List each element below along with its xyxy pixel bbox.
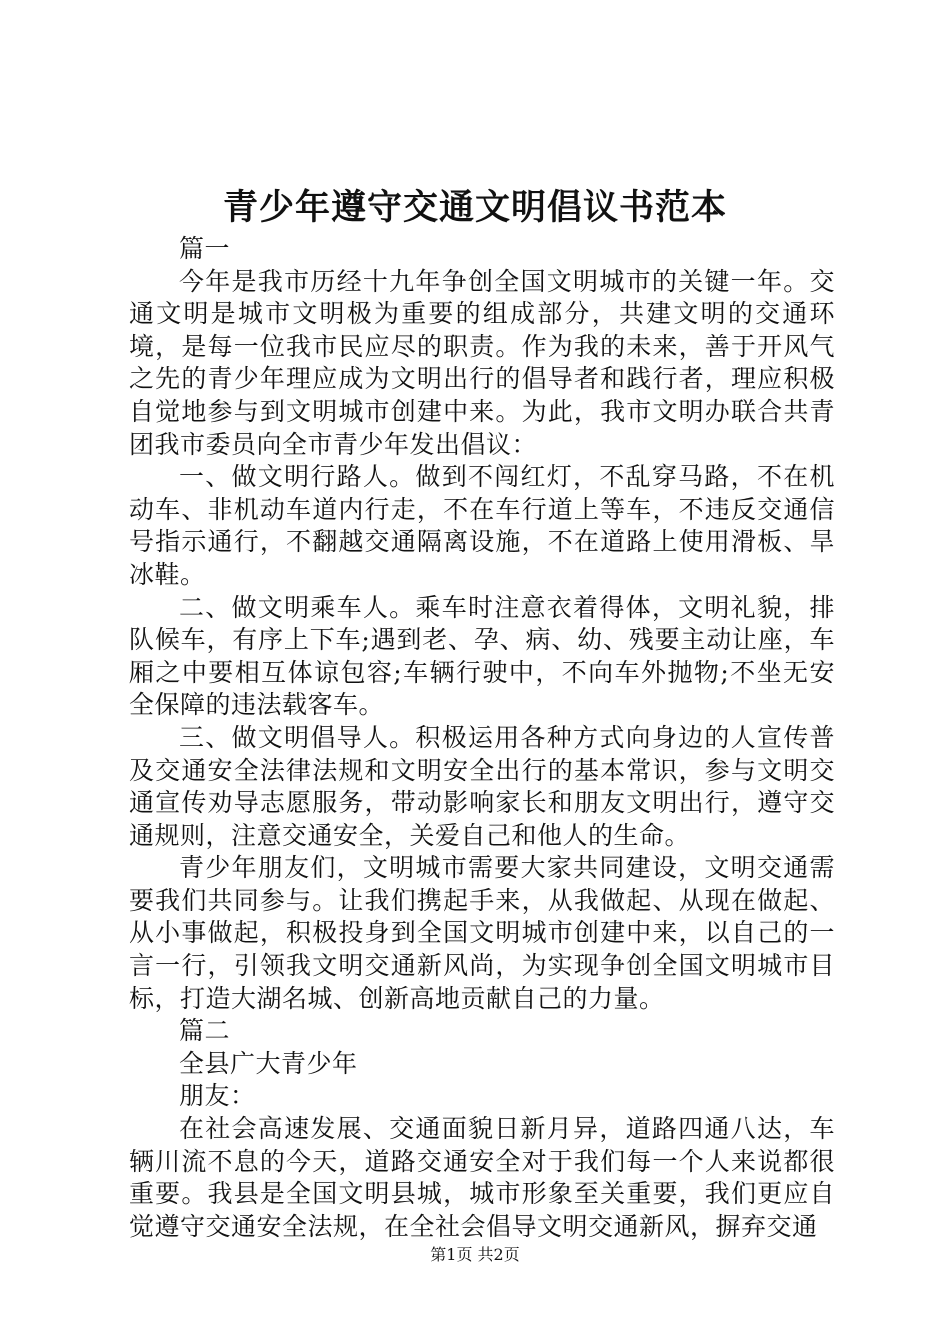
paragraph-intro: 今年是我市历经十九年争创全国文明城市的关键一年。交通文明是城市文明极为重要的组成部分，共建文明的交通环境，是每一位我市民应尽的职责。作为我的未来，善于开风气之先的青少年理应成为文明出行的倡导者和践行者，理应积极自觉地参与到文明城市创建中来。为此，我市文明办联合共青团我市委员向全市青少年发出倡议： bbox=[129, 266, 835, 459]
salutation-line-1: 全县广大青少年 bbox=[179, 1048, 358, 1078]
paragraph-closing: 青少年朋友们，文明城市需要大家共同建设，文明交通需要我们共同参与。让我们携起手来，从我做起、从现在做起、从小事做起，积极投身到全国文明城市创建中来，以自己的一言一行，引领我文明交通新风尚，为实现争创全国文明城市目标，打造大湖名城、创新高地贡献自己的力量。 bbox=[129, 853, 835, 1013]
paragraph-item-3: 三、做文明倡导人。积极运用各种方式向身边的人宣传普及交通安全法律法规和文明安全出行的基本常识，参与文明交通宣传劝导志愿服务，带动影响家长和朋友文明出行，遵守交通规则，注意交通安全，关爱自己和他人的生命。 bbox=[129, 722, 835, 850]
salutation-line-2: 朋友： bbox=[179, 1081, 256, 1111]
section-heading-1: 篇一 bbox=[179, 234, 231, 263]
page-footer: 第1页 共2页 bbox=[430, 1245, 520, 1264]
paragraph-section-2: 在社会高速发展、交通面貌日新月异，道路四通八达，车辆川流不息的今天，道路交通安全对于我们每一个人来说都很重要。我县是全国文明县城，城市形象至关重要，我们更应自觉遵守交通安全法规，在全社会倡导文明交通新风，摒弃交通 bbox=[129, 1114, 835, 1241]
paragraph-item-2: 二、做文明乘车人。乘车时注意衣着得体，文明礼貌，排队候车，有序上下车;遇到老、孕、病、幼、残要主动让座，车厢之中要相互体谅包容;车辆行驶中，不向车外抛物;不坐无安全保障的违法载客车。 bbox=[129, 592, 835, 720]
section-heading-2: 篇二 bbox=[179, 1016, 231, 1046]
paragraph-item-1: 一、做文明行路人。做到不闯红灯，不乱穿马路，不在机动车、非机动车道内行走，不在车行道上等车，不违反交通信号指示通行，不翻越交通隔离设施，不在道路上使用滑板、旱冰鞋。 bbox=[129, 462, 835, 589]
document-title: 青少年遵守交通文明倡议书范本 bbox=[222, 187, 727, 228]
document-body bbox=[129, 233, 835, 1243]
